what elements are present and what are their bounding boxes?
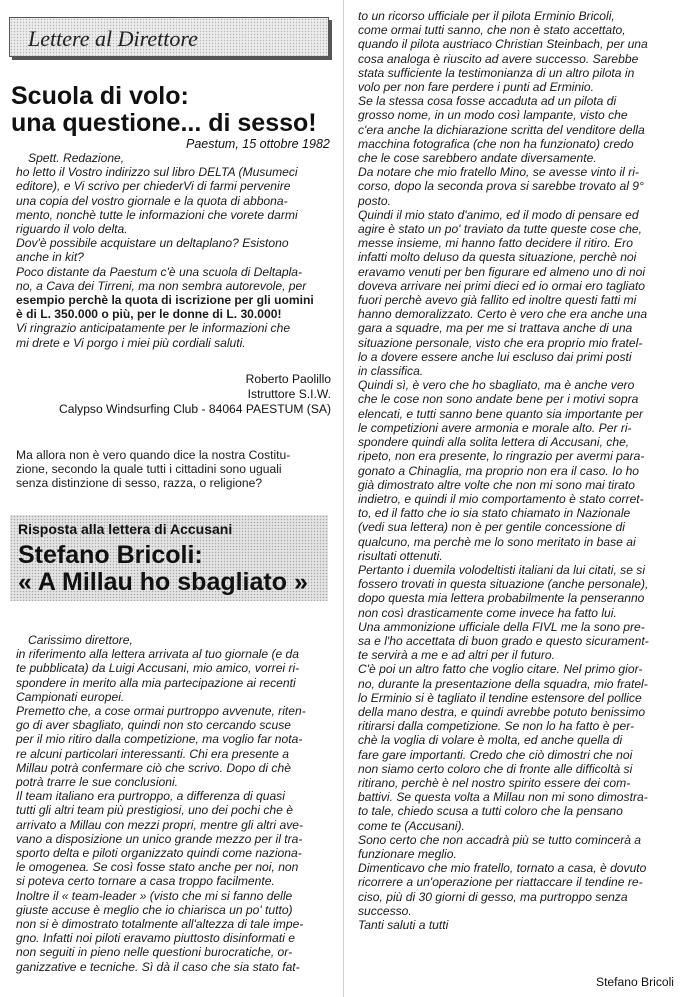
reply-line: già dimostrato altre volte che non mi sono mai tirato xyxy=(358,477,635,492)
reply-line: arrivato a Millau con mezzi propri, mentre gli altri ave- xyxy=(16,817,303,832)
reply-line: ganizzative e tecniche. Sì dà il caso che sia stato fat- xyxy=(16,959,300,974)
reply-line: che le cose non sono andate bene per i motivi sopra xyxy=(358,392,639,407)
reply-line: elencati, e tutti sanno bene quanto sia importante per xyxy=(358,406,644,421)
reply-line: Carissimo direttore, xyxy=(28,633,133,647)
reply-line: Premetto che, a cose ormai purtroppo avvenute, riten- xyxy=(16,704,306,719)
reply-line: ripeto, non era presente, lo ringrazio per avermi para- xyxy=(358,449,645,464)
reply-line: giuste accuse è meglio che io chiarisca un po' tutto) xyxy=(16,902,293,917)
reply-line: Il team italiano era purtroppo, a differenza di quasi xyxy=(16,789,285,804)
reply-body-right xyxy=(358,9,649,932)
reply-line: non seguiti in pieno nelle questioni burocratiche, or- xyxy=(16,945,293,960)
reply-line: risultati ottenuti. xyxy=(358,548,443,563)
reply-line: Quindi sì, è vero che ho sbagliato, ma è anche vero xyxy=(358,378,635,393)
reply-line: spondere in merito alla mia partecipazione ai recenti xyxy=(16,675,296,690)
reply-line: re alcuni particolari interessanti. Chi era presente a xyxy=(16,746,289,761)
body-line: Poco distante da Paestum c'è una scuola di Deltapla- xyxy=(16,264,303,279)
reply-line: che le cose sarebbero andate diversamente. xyxy=(358,151,597,166)
reply-line: te pubblicata) da Luigi Accusani, mio amico, vorrei ri- xyxy=(16,661,300,676)
reply-line: fare gare importanti. Credo che ciò dimostri che noi xyxy=(358,747,633,762)
reply-line: macchina fotografica (che non ha funzionato) credo xyxy=(358,136,634,151)
reply-line: lo a dovere essere anche lui escluso dai primi posti xyxy=(358,349,632,364)
reply-line: Se la stessa cosa fosse accaduta ad un pilota di xyxy=(358,94,617,109)
reply-line: no, durante la presentazione della squadra, mio fratel- xyxy=(358,676,648,691)
reply-line: posto. xyxy=(358,193,391,208)
column-divider xyxy=(343,0,344,997)
body-line: Dov'è possibile acquistare un deltaplano? Esistono xyxy=(16,236,289,251)
reply-signature: Stefano Bricoli xyxy=(596,975,674,989)
reply-line: Pertanto i duemila volodeltisti italiani da lui citati, se si xyxy=(358,562,646,577)
reply-line: sa e l'ho accettata di buon grado e questo sicurament- xyxy=(358,633,649,648)
reply-line: grosso nome, in un modo così lampante, visto che xyxy=(358,108,628,123)
reply-line: C'è poi un altro fatto che voglio citare. Nel primo gior- xyxy=(358,662,643,677)
body-line: Spett. Redazione, xyxy=(28,151,125,165)
reply-line: le competizioni avere armonia e morale alto. Per ri- xyxy=(358,420,632,435)
reply-line: agire è stato un po' traviato da tutte queste cose che, xyxy=(358,222,643,237)
reply-line: in classifica. xyxy=(358,364,424,379)
signature-name: Roberto Paolillo xyxy=(245,372,331,386)
reply-line: come ormai tutti sanno, che non è stato accettato, xyxy=(358,23,626,38)
reply-line: situazione personale, visto che era proprio mio fratel- xyxy=(358,335,643,350)
body-line: Vi ringrazio anticipatamente per le informazioni che xyxy=(16,321,291,336)
reply-title-line: Stefano Bricoli: xyxy=(18,541,203,569)
reply-line: lo Erminio si è tagliato il tendine estensore del pollice xyxy=(358,690,642,705)
body-line: mi drete e Vi porgo i miei più cordiali saluti. xyxy=(16,335,246,350)
reply-line: hanno demoralizzato. Certo è vero che era anche una xyxy=(358,307,648,322)
reply-line: infatti molto deluso da questa situazione, perchè noi xyxy=(358,250,637,265)
reply-line: Dimenticavo che mio fratello, tornato a casa, è dovuto xyxy=(358,861,647,876)
reply-line: gara a squadre, ma per me si trattava anche di una xyxy=(358,321,633,336)
reply-line: fossero trovati in questa situazione (anche personale), xyxy=(358,577,649,592)
reply-line: c'era anche la dichiarazione scritta del venditore della xyxy=(358,122,645,137)
comment-line: zione, secondo la quale tutti i cittadini sono uguali xyxy=(16,462,282,477)
reply-line: fuori perchè avevo già fallito ed inoltre questi fatti mi xyxy=(358,293,637,308)
reply-line: to tale, chiedo scusa a tutti coloro che la pensano xyxy=(358,804,623,819)
reply-line: battivi. Se questa volta a Millau non mi sono dimostra- xyxy=(358,790,648,805)
right-column xyxy=(358,0,684,997)
reply-line: come te (Accusani). xyxy=(358,818,465,833)
comment-line: senza distinzione di sesso, razza, o religione? xyxy=(16,476,263,491)
body-line: anche in kit? xyxy=(16,250,84,265)
section-banner xyxy=(9,17,329,57)
reply-line: successo. xyxy=(358,903,412,918)
reply-line: per il mio ritiro dalla competizione, ma voglio far nota- xyxy=(16,732,303,747)
reply-line: indietro, e quindi il mio comportamento è stato corret- xyxy=(358,491,644,506)
reply-line: to un ricorso ufficiale per il pilota Erminio Bricoli, xyxy=(358,9,615,23)
body-line: ho letto il Vostro indirizzo sul libro DELTA (Musumeci xyxy=(16,165,298,180)
body-line: una copia del vostro giornale e la quota di abbona- xyxy=(16,193,288,208)
letter-body xyxy=(16,151,314,350)
reply-line: potrà trarre le sue conclusioni. xyxy=(16,775,179,790)
reply-line: eravamo venuti per ben figurare ed almeno uno di noi xyxy=(358,264,646,279)
left-column xyxy=(6,0,331,997)
letter-dateline: Paestum, 15 ottobre 1982 xyxy=(186,137,330,151)
reply-line: della mano destra, e quindi avrebbe potuto benissimo xyxy=(358,704,646,719)
reply-line: non siamo certo coloro che di fronte alle difficoltà si xyxy=(358,761,633,776)
reply-line: Millau potrà confermare ciò che scrivo. Dopo di chè xyxy=(16,760,291,775)
reply-line: messe insieme, mi hanno fatto decidere il ritiro. Ero xyxy=(358,236,633,251)
reply-line: spondere quindi alla solita lettera di Accusani, che, xyxy=(358,435,630,450)
reply-line: qualcuno, ma perchè me lo sono meritato in base ai xyxy=(358,534,636,549)
reply-line: Quindi il mio stato d'animo, ed il modo di pensare ed xyxy=(358,207,639,222)
headline-line: una questione... di sesso! xyxy=(11,109,317,137)
reply-line: to, ed il fatto che io sia stato chiamato in Nazionale xyxy=(358,506,631,521)
reply-line: ritirano, perchè è nel nostro spirito essere dei com- xyxy=(358,775,631,790)
reply-line: si poteva certo tornare a casa troppo facilmente. xyxy=(16,874,275,889)
reply-line: Una ammonizione ufficiale della FIVL me la sono pre- xyxy=(358,619,645,634)
body-line: esempio perchè la quota di iscrizione per gli uomini xyxy=(16,293,314,308)
reply-body-left xyxy=(16,633,306,974)
reply-line: Campionati europei. xyxy=(16,689,125,704)
reply-line: chè la voglia di volare è molta, ed anche quella di xyxy=(358,733,623,748)
reply-line: go di aver sbagliato, quindi non sto cercando scuse xyxy=(16,718,291,733)
reply-line: stata sufficiente la testimonianza di un altro pilota in xyxy=(358,65,635,80)
reply-line: Tanti saluti a tutti xyxy=(358,918,449,932)
reply-line: volo per non fare perdere i punti ad Erminio. xyxy=(358,80,594,95)
body-line: no, a Cava dei Tirreni, ma non sembra autorevole, per xyxy=(16,278,307,293)
signature-role: Istruttore S.I.W. xyxy=(247,387,331,401)
reply-line: gonato a Chinaglia, ma proprio non era il caso. Io ho xyxy=(358,463,640,478)
reply-line: vano a disposizione un unico grande mezzo per il tra- xyxy=(16,831,303,846)
reply-line: non si è dimostrato totalmente all'altezza di tale impe- xyxy=(16,917,304,932)
letter-headline xyxy=(11,83,317,137)
reply-line: corso, dopo la seconda prova si sarebbe trovato al 9° xyxy=(358,179,644,194)
reply-line: ritirarsi dalla competizione. Se non lo ha fatto è per- xyxy=(358,719,635,734)
editor-comment xyxy=(16,448,290,491)
body-line: è di L. 350.000 o più, per le donne di L. 30.000! xyxy=(16,307,282,322)
headline-line: Scuola di volo: xyxy=(11,82,189,110)
reply-kicker: Risposta alla lettera di Accusani xyxy=(18,521,233,537)
letter-signature xyxy=(59,372,331,417)
reply-line: (vedi sua lettera) non è per gentile concessione di xyxy=(358,520,625,535)
reply-line: quando il pilota austriaco Christian Steinbach, per una xyxy=(358,37,648,52)
reply-line: ricorrere a un'operazione per riattaccare il tendine re- xyxy=(358,875,643,890)
reply-line: in riferimento alla lettera arrivata al tuo giornale (e da xyxy=(16,647,300,662)
body-line: mento, nonchè tutte le informazioni che vorete darmi xyxy=(16,207,298,222)
reply-title-line: « A Millau ho sbagliato » xyxy=(18,568,308,596)
reply-line: dopo questa mia lettera probabilmente la penseranno xyxy=(358,591,645,606)
reply-line: tutti gli altri team più prestigiosi, uno dei pochi che è xyxy=(16,803,293,818)
reply-title xyxy=(18,542,308,596)
signature-club: Calypso Windsurfing Club - 84064 PAESTUM (SA) xyxy=(59,402,331,416)
reply-line: non così drasticamente come invece ha fatto lui. xyxy=(358,605,617,620)
section-title: Lettere al Direttore xyxy=(28,26,198,51)
reply-line: te servirà a me e ad altri per il futuro. xyxy=(358,648,555,663)
reply-banner xyxy=(10,515,328,601)
reply-line: Da notare che mio fratello Mino, se avesse vinto il ri- xyxy=(358,165,639,180)
body-line: editore), e Vi scrivo per chiederVi di farmi pervenire xyxy=(16,179,291,194)
comment-line: Ma allora non è vero quando dice la nostra Costitu- xyxy=(16,448,291,462)
reply-line: Inoltre il « team-leader » (visto che mi si fanno delle xyxy=(16,888,293,903)
reply-line: cosa analoga è riuscito ad avere successo. Sarebbe xyxy=(358,51,639,66)
reply-line: gno. Infatti noi piloti eravamo piuttosto disinformati e xyxy=(16,931,295,946)
reply-line: Sono certo che non accadrà più se tutto comincerà a xyxy=(358,832,642,847)
reply-line: sporto delta e piloti organizzato quindi come naziona- xyxy=(16,846,302,861)
reply-line: doveva arrivare nei primi dieci ed io ormai ero tagliato xyxy=(358,278,646,293)
body-line: riguardo il volo delta. xyxy=(16,222,128,237)
reply-line: ciso, più di 30 giorni di gesso, ma purtroppo senza xyxy=(358,889,628,904)
reply-line: funzionare meglio. xyxy=(358,846,457,861)
reply-line: le omogenea. Se così fosse stato anche per noi, non xyxy=(16,860,299,875)
